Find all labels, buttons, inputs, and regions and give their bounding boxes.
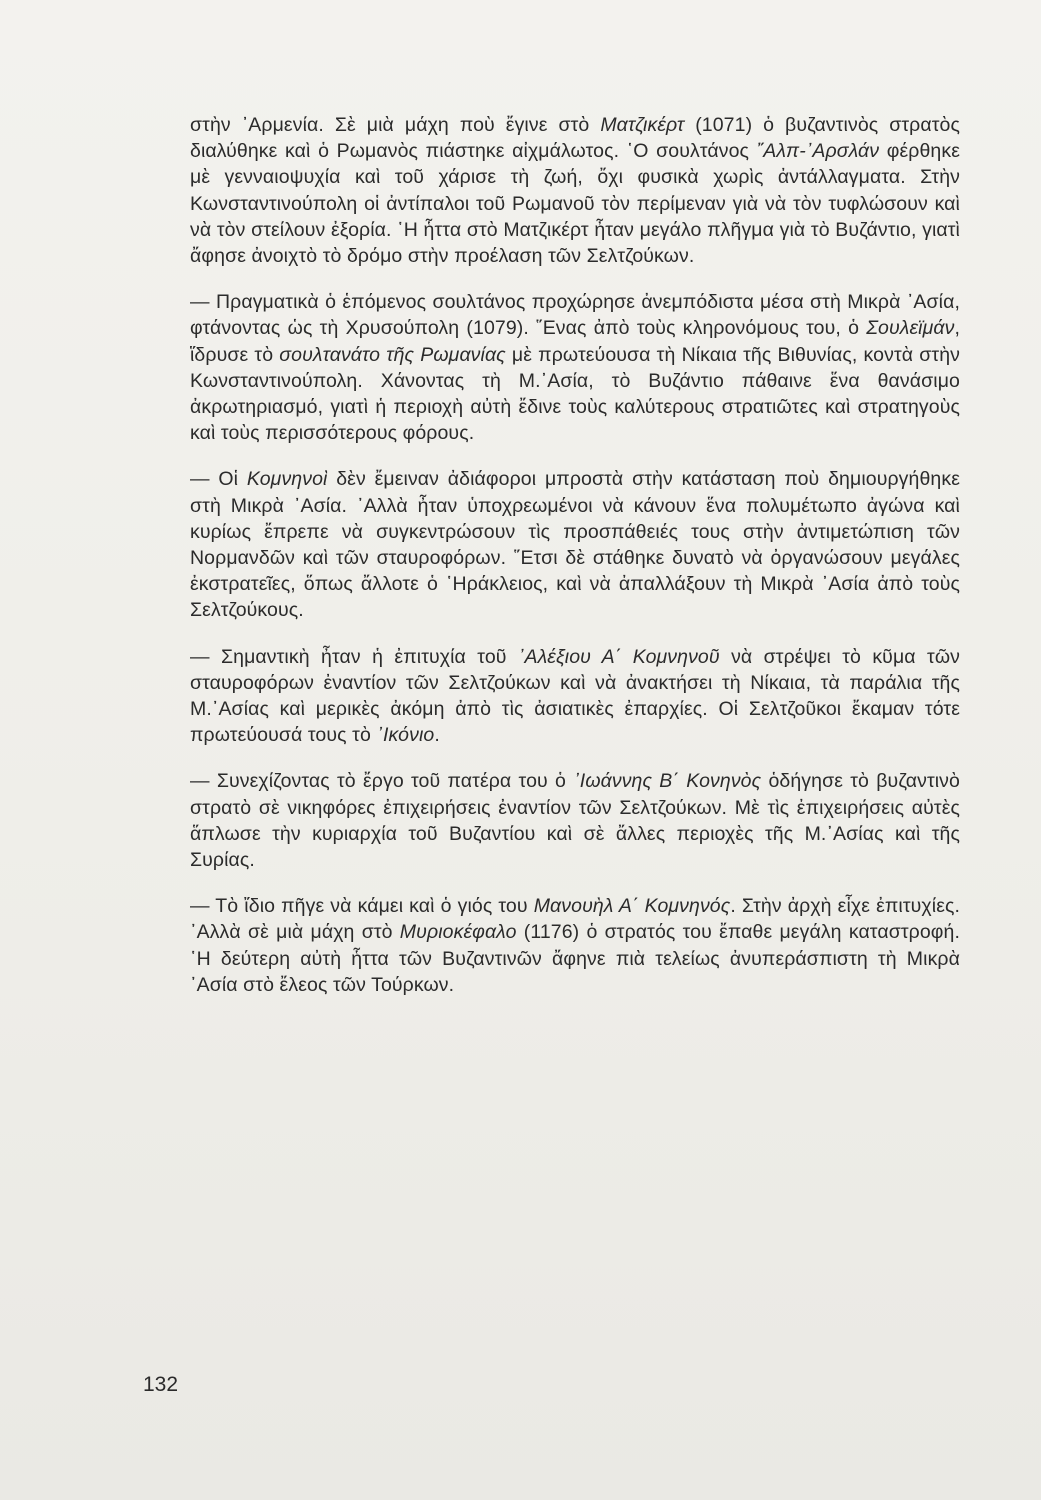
italic-term: Ματζικέρτ xyxy=(600,114,685,136)
text-run: φέρθηκε μὲ γενναιοψυχία καὶ τοῦ χάρισε τὴ ζωή, ὄχι φυσικὰ χωρὶς ἀντάλλαγματα. Στὴν Κωνσταντινούπολη οἱ ἀντίπαλοι τοῦ Ρωμανοῦ τὸν περίμεναν γιὰ νὰ τὸν τυφλώσουν καὶ νὰ τὸν στείλουν ἐξορία. ῾Η ἧττα στὸ Ματζικέρτ ἦταν μεγάλο πλῆγμα γιὰ τὸ Βυζάντιο, γιατὶ ἄφησε ἀνοιχτὸ τὸ δρόμο στὴν προέλαση τῶν Σελτζούκων. xyxy=(190,140,961,268)
page-number: 132 xyxy=(143,1373,179,1396)
text-run: — Οἱ xyxy=(190,468,247,491)
italic-term: ᾿Αλέξιου Α΄ Κομνηνοῦ xyxy=(517,645,720,668)
text-run: (1071) ὁ βυζαντινὸς στρατὸς διαλύθηκε καὶ ὁ Ρωμανὸς πιάστηκε αἰχμάλωτος. ῾Ο σουλτάνος xyxy=(190,114,960,163)
text-run: — Τὸ ἴδιο πῆγε νὰ κάμει καὶ ὁ γιός του xyxy=(190,895,534,918)
text-run: μὲ πρωτεύουσα τὴ Νίκαια τῆς Βιθυνίας, κοντὰ στὴν Κωνσταντινούπολη. Χάνοντας τὴ Μ.᾿Ασία, τὸ Βυζάντιο πάθαινε ἕνα θανάσιμο ἀκρωτηριασμό, γιατὶ ἡ περιοχὴ αὐτὴ ἔδινε τοὺς καλύτερους στρατιῶτες καὶ στρατηγοὺς καὶ τοὺς περισσότερους φόρους. xyxy=(190,343,961,445)
text-run: — Πραγματικὰ ὁ ἑπόμενος σουλτάνος προχώρησε ἀνεμπόδιστα μέσα στὴ Μικρὰ ᾿Ασία, φτάνοντας ὡς τὴ Χρυσούπολη (1079). ῞Ενας ἀπὸ τοὺς κληρονόμους του, ὁ xyxy=(190,291,960,340)
italic-term: Κομνηνοὶ xyxy=(246,468,328,491)
paragraph xyxy=(190,768,960,873)
body-text xyxy=(190,112,960,998)
text-run: (1176) ὁ στρατός του ἔπαθε μεγάλη καταστροφή. ῾Η δεύτερη αὐτὴ ἧττα τῶν Βυζαντινῶν ἄφηνε πιὰ τελείως ἀνυπεράσπιστη τὴ Μικρὰ ᾿Ασία στὸ ἔλεος τῶν Τούρκων. xyxy=(190,921,960,996)
italic-term: σουλτανάτο τῆς Ρωμανίας xyxy=(279,343,506,366)
text-run: — Σημαντικὴ ἦταν ἡ ἐπιτυχία τοῦ xyxy=(190,645,518,668)
text-run: νὰ στρέψει τὸ κῦμα τῶν σταυροφόρων ἐναντίον τῶν Σελτζούκων καὶ νὰ ἀνακτήσει τὴ Νίκαια, τὰ παράλια τῆς Μ.᾿Ασίας καὶ μερικὲς ἀκόμη ἀπὸ τὶς ἀσιατικὲς ἐπαρχίες. Οἱ Σελτζοῦκοι ἔκαμαν τότε πρωτεύουσά τους τὸ xyxy=(190,645,960,747)
text-run: — Συνεχίζοντας τὸ ἔργο τοῦ πατέρα του ὁ xyxy=(190,770,574,793)
paragraph xyxy=(190,289,960,446)
italic-term: Μανουὴλ Α΄ Κομνηνός xyxy=(533,895,731,918)
paragraph xyxy=(190,893,960,998)
italic-term: ᾿Ικόνιο xyxy=(376,724,435,747)
text-run: , ἵδρυσε τὸ xyxy=(190,317,960,366)
italic-term: ῎Αλπ-᾿Αρσλάν xyxy=(756,140,880,163)
italic-term: ᾿Ιωάννης Β΄ Κονηνὸς xyxy=(573,770,762,793)
paragraph xyxy=(190,112,960,269)
paragraph xyxy=(190,466,960,623)
italic-term: Σουλεϊμάν xyxy=(866,317,955,340)
text-run: . xyxy=(434,724,440,747)
text-run: δὲν ἔμειναν ἀδιάφοροι μπροστὰ στὴν κατάσταση ποὺ δημιουργήθηκε στὴ Μικρὰ ᾿Ασία. ᾿Αλλὰ ἦταν ὑποχρεωμένοι νὰ κάνουν ἕνα πολυμέτωπο ἀγώνα καὶ κυρίως ἔπρεπε νὰ συγκεντρώσουν τὶς προσπάθειές τους στὴν ἀντιμετώπιση τῶν Νορμανδῶν καὶ τῶν σταυροφόρων. ῞Ετσι δὲ στάθηκε δυνατὸ νὰ ὀργανώσουν μεγάλες ἐκστρατεῖες, ὅπως ἄλλοτε ὁ ῾Ηράκλειος, καὶ νὰ ἀπαλλάξουν τὴ Μικρὰ ᾿Ασία ἀπὸ τοὺς Σελτζούκους. xyxy=(190,468,960,622)
text-run: στὴν ᾿Αρμενία. Σὲ μιὰ μάχη ποὺ ἔγινε στὸ xyxy=(190,114,601,136)
text-run: ὁδήγησε τὸ βυζαντινὸ στρατὸ σὲ νικηφόρες ἐπιχειρήσεις ἐναντίον τῶν Σελτζούκων. Μὲ τὶς ἐπιχειρήσεις αὐτὲς ἅπλωσε τὴν κυριαρχία τοῦ Βυζαντίου καὶ σὲ ἄλλες περιοχὲς τῆς Μ.᾿Ασίας καὶ τῆς Συρίας. xyxy=(190,770,960,872)
paragraph xyxy=(190,644,960,749)
text-run: . Στὴν ἀρχὴ εἶχε ἐπιτυχίες. ᾿Αλλὰ σὲ μιὰ μάχη στὸ xyxy=(190,895,960,944)
italic-term: Μυριοκέφαλο xyxy=(399,921,517,944)
